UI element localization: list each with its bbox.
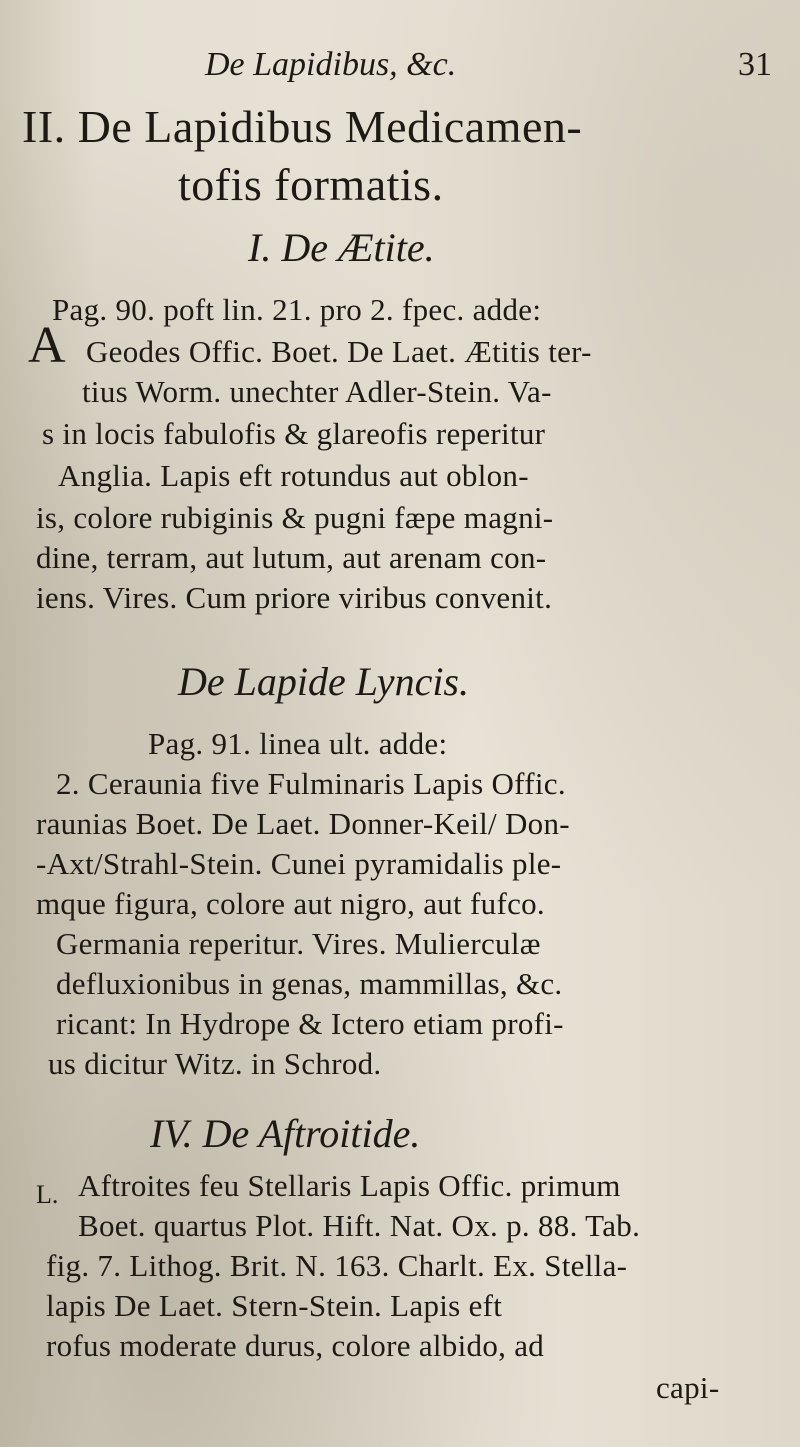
ch3-line-6: capi- — [656, 1370, 720, 1405]
section-heading-line2: tofis formatis. — [178, 159, 444, 210]
ch3-line-1: Aftroites feu Stellaris Lapis Offic. primum — [78, 1168, 621, 1203]
ch2-line-5: mque figura, colore aut nigro, aut fufco. — [36, 886, 545, 921]
ch2-line-9: us dicitur Witz. in Schrod. — [48, 1046, 382, 1081]
drop-cap-a: A — [28, 317, 66, 374]
chapter-heading-lyncis: De Lapide Lyncis. — [178, 659, 469, 704]
ch3-line-5: rofus moderate durus, colore albido, ad — [46, 1328, 545, 1363]
page-number: 31 — [738, 46, 772, 83]
running-title: De Lapidibus, &c. — [205, 46, 457, 83]
ch1-line-5: Anglia. Lapis eft rotundus aut oblon- — [58, 458, 529, 493]
ch1-line-2: Geodes Offic. Boet. De Laet. Ætitis ter- — [86, 334, 592, 369]
chapter-heading-aetite: I. De Ætite. — [248, 225, 435, 270]
ch3-line-2: Boet. quartus Plot. Hift. Nat. Ox. p. 88. Tab. — [78, 1208, 641, 1243]
ch3-line-3: fig. 7. Lithog. Brit. N. 163. Charlt. Ex. Stella- — [46, 1248, 628, 1283]
ch3-line-4: lapis De Laet. Stern-Stein. Lapis eft — [46, 1288, 503, 1323]
chapter-heading-astroitide: IV. De Aftroitide. — [150, 1111, 421, 1156]
ch1-line-7: dine, terram, aut lutum, aut arenam con- — [36, 540, 547, 575]
ch1-line-4: s in locis fabulofis & glareofis reperitur — [42, 416, 546, 451]
ch2-line-8: ricant: In Hydrope & Ictero etiam profi- — [56, 1006, 564, 1041]
section-heading-line1: II. De Lapidibus Medicamen- — [22, 101, 583, 152]
drop-cap-l: L. — [36, 1180, 59, 1209]
ch1-line-1: Pag. 90. poft lin. 21. pro 2. fpec. adde: — [52, 292, 542, 327]
ch2-line-6: Germania reperitur. Vires. Mulierculæ — [56, 926, 541, 961]
ch1-line-3: tius Worm. unechter Adler-Stein. Va- — [82, 374, 552, 409]
ch2-line-1: Pag. 91. linea ult. adde: — [148, 726, 448, 761]
ch2-line-7: defluxionibus in genas, mammillas, &c. — [56, 966, 563, 1001]
ch2-line-2: 2. Ceraunia five Fulminaris Lapis Offic. — [56, 766, 566, 801]
ch2-line-4: -Axt/Strahl-Stein. Cunei pyramidalis ple- — [36, 846, 562, 881]
ch2-line-3: raunias Boet. De Laet. Donner-Keil/ Don- — [36, 806, 570, 841]
ch1-line-6: is, colore rubiginis & pugni fæpe magni- — [36, 500, 554, 535]
ch1-line-8: iens. Vires. Cum priore viribus convenit. — [36, 580, 553, 615]
